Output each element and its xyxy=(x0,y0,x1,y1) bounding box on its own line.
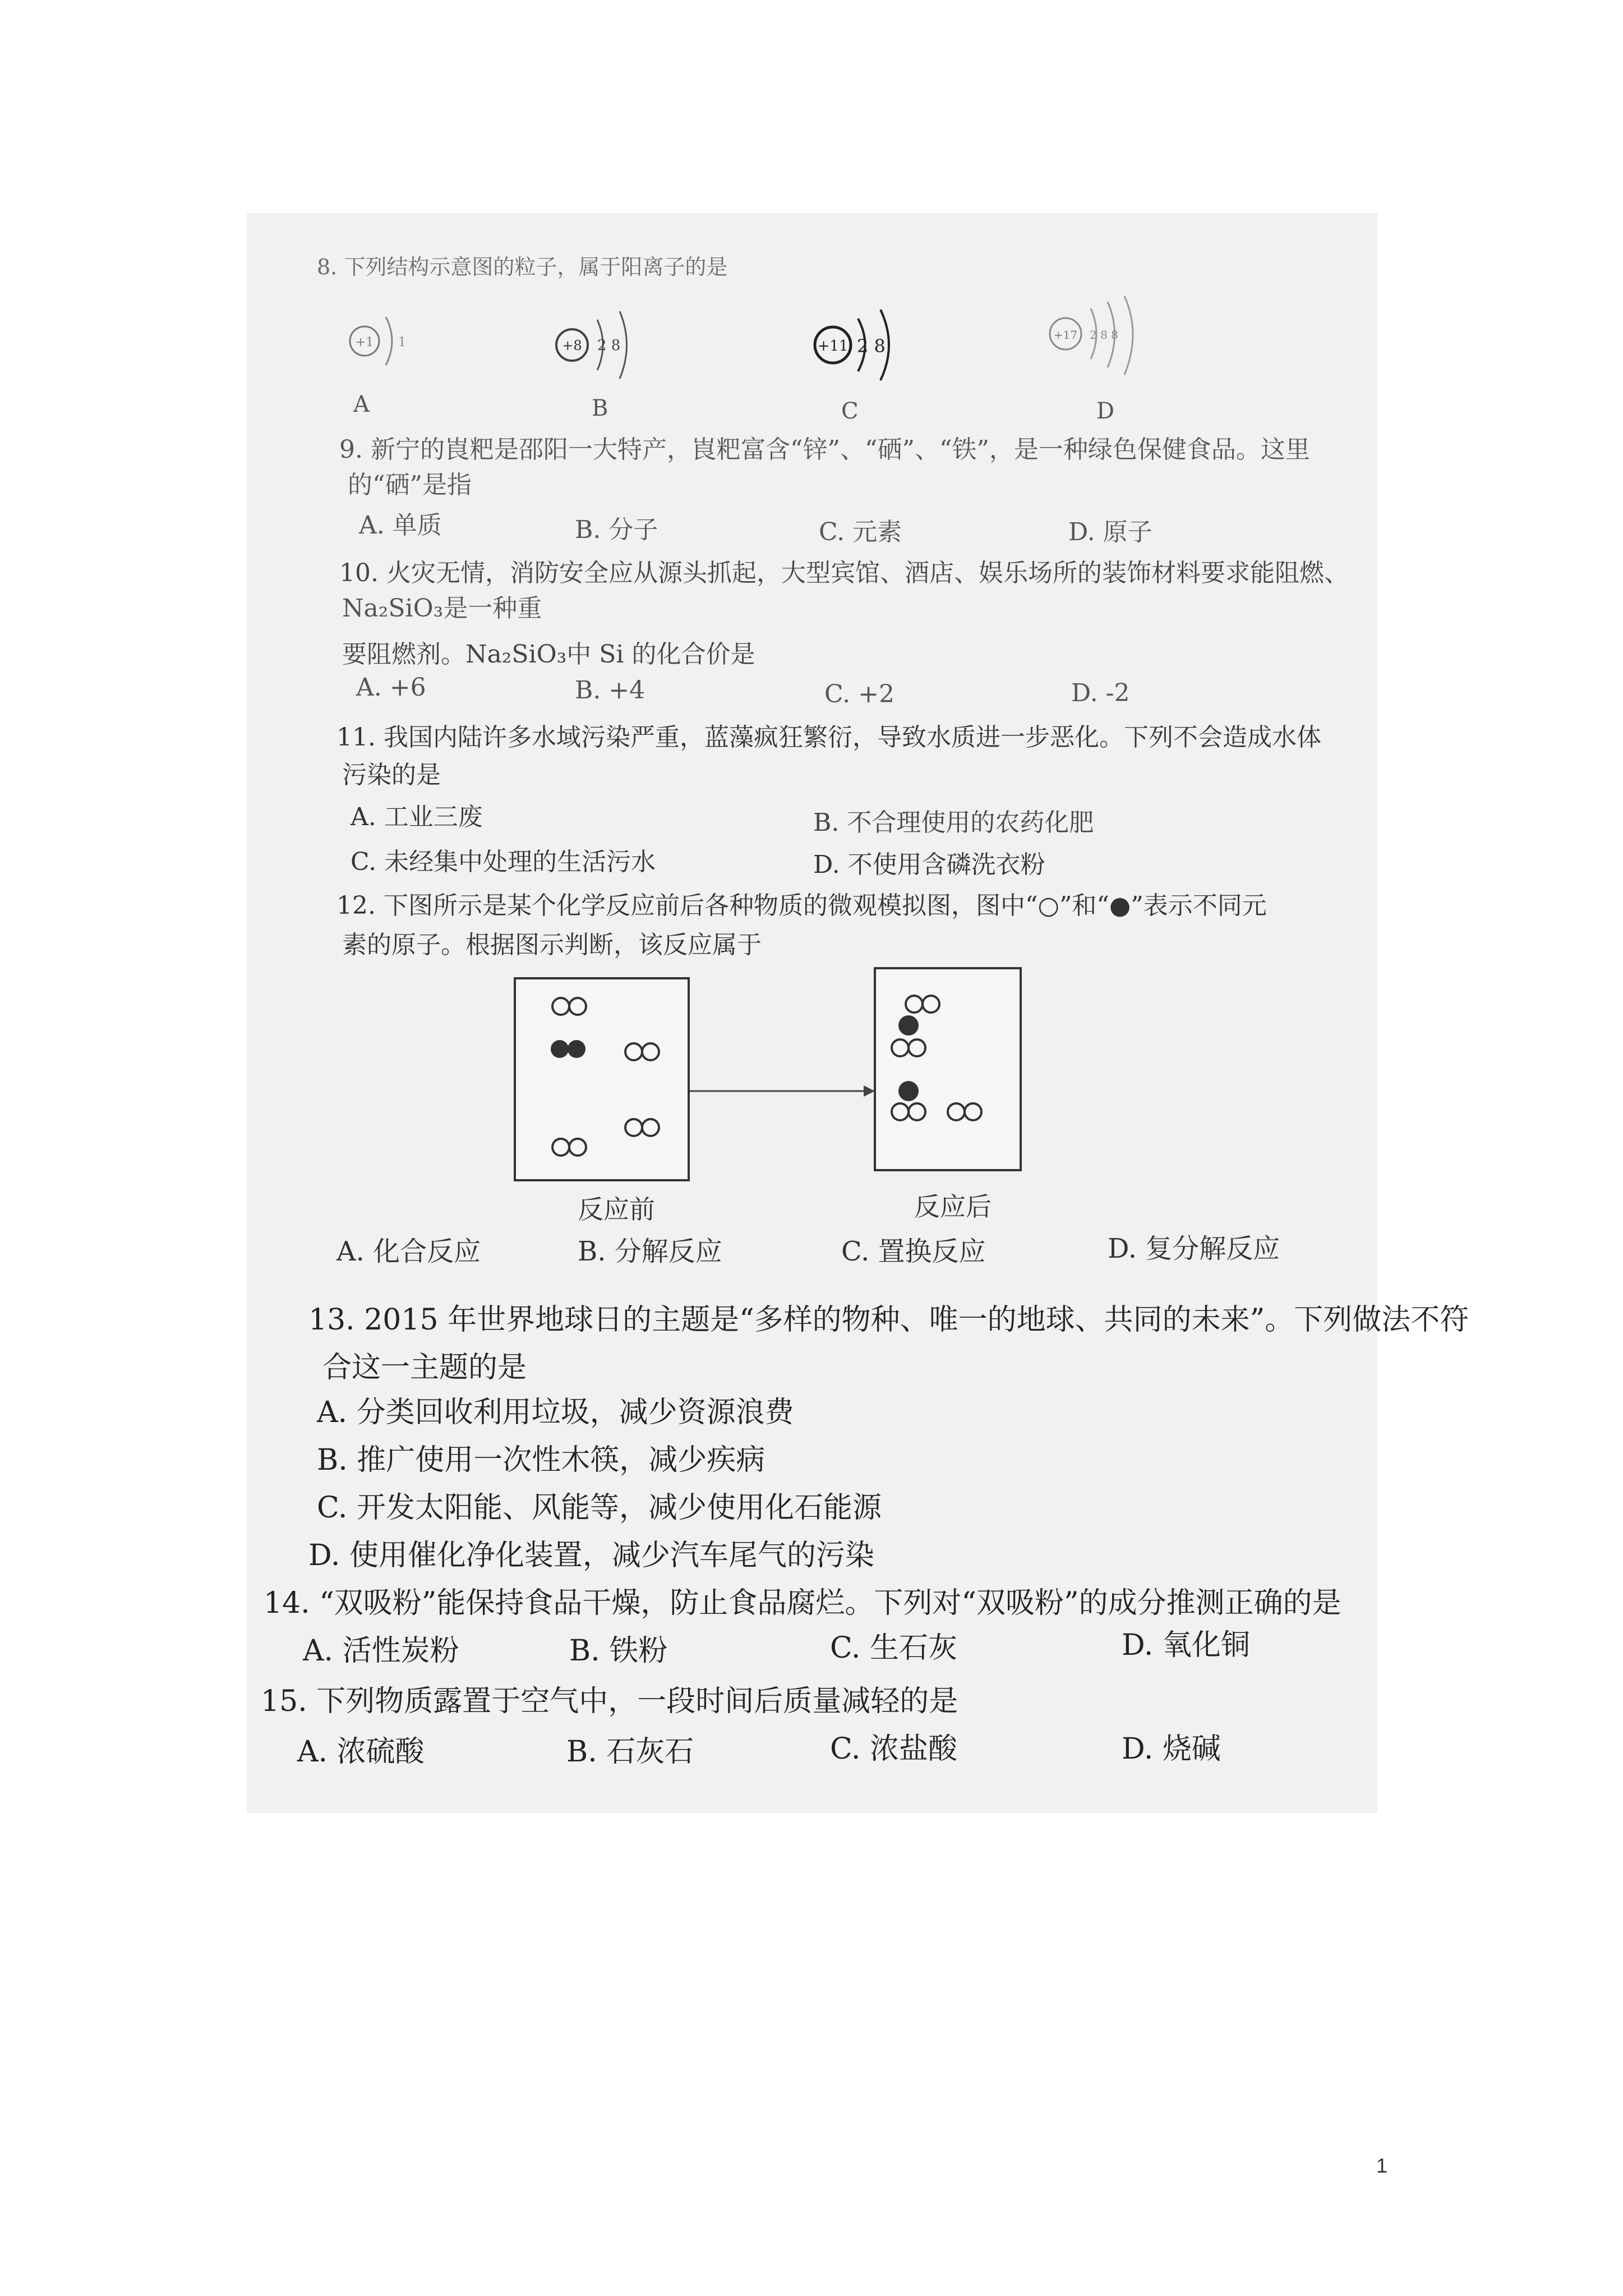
q15-option-d: D. 烧碱 xyxy=(1122,1732,1221,1766)
atom-diagram-d xyxy=(1050,296,1133,375)
q15-option-b: B. 石灰石 xyxy=(566,1735,694,1769)
atom-d-shells: 2 8 8 xyxy=(1090,328,1118,342)
q9-stem-line1: 9. 新宁的崀粑是邵阳一大特产，崀粑富含“锌”、“硒”、“铁”，是一种绿色保健食品。这里 xyxy=(339,435,1310,464)
q11-option-a: A. 工业三废 xyxy=(351,803,483,831)
q11-option-d: D. 不使用含磷洗衣粉 xyxy=(813,850,1045,879)
atom-a-nucleus: +1 xyxy=(355,335,374,349)
q14-option-c: C. 生石灰 xyxy=(830,1631,957,1665)
atom-b-nucleus: +8 xyxy=(562,338,582,353)
q9-option-b: B. 分子 xyxy=(575,516,658,544)
atom-b-shells: 2 8 xyxy=(597,337,621,354)
atom-d-label: D xyxy=(1096,398,1115,424)
q15-option-c: C. 浓盐酸 xyxy=(830,1732,957,1766)
q11-option-b: B. 不合理使用的农药化肥 xyxy=(813,808,1094,837)
q10-option-c: C. +2 xyxy=(824,680,895,708)
q13-option-a: A. 分类回收利用垃圾，减少资源浪费 xyxy=(317,1396,794,1429)
q14-option-d: D. 氧化铜 xyxy=(1122,1628,1250,1662)
q10-stem-line1: 10. 火灾无情，消防安全应从源头抓起，大型宾馆、酒店、娱乐场所的装饰材料要求能阻燃、 xyxy=(339,559,1349,587)
q9-option-d: D. 原子 xyxy=(1068,518,1152,546)
atom-c-label: C xyxy=(841,398,859,424)
atom-a-shells: 1 xyxy=(398,335,406,349)
q13-stem-line2: 合这一主题的是 xyxy=(322,1351,527,1384)
q8-stem: 8. 下列结构示意图的粒子，属于阳离子的是 xyxy=(317,255,728,279)
q12-stem-line2: 素的原子。根据图示判断，该反应属于 xyxy=(342,931,762,959)
q12-option-d: D. 复分解反应 xyxy=(1108,1233,1280,1264)
after-box xyxy=(875,968,1021,1170)
q12-stem-line1: 12. 下图所示是某个化学反应前后各种物质的微观模拟图，图中“○”和“●”表示不同元 xyxy=(336,891,1267,920)
q9-option-a: A. 单质 xyxy=(359,511,442,540)
atom-d-nucleus: +17 xyxy=(1053,328,1078,342)
q15-stem: 15. 下列物质露置于空气中，一段时间后质量减轻的是 xyxy=(261,1685,958,1718)
q12-reaction-diagram xyxy=(505,965,1066,1200)
before-label: 反应前 xyxy=(578,1194,655,1225)
q9-stem-line2: 的“硒”是指 xyxy=(348,471,472,499)
atom-c-shells: 2 8 xyxy=(857,335,886,357)
atom-diagram-c xyxy=(815,310,889,380)
after-label: 反应后 xyxy=(914,1191,992,1222)
q14-option-a: A. 活性炭粉 xyxy=(303,1634,459,1668)
q15-option-a: A. 浓硫酸 xyxy=(297,1735,425,1769)
q9-option-c: C. 元素 xyxy=(819,518,902,546)
atom-diagram-b xyxy=(556,311,627,379)
q12-option-c: C. 置换反应 xyxy=(841,1236,986,1267)
q10-option-a: A. +6 xyxy=(356,673,426,702)
q12-option-b: B. 分解反应 xyxy=(578,1236,722,1267)
q13-option-d: D. 使用催化净化装置，减少汽车尾气的污染 xyxy=(308,1539,874,1572)
q10-option-b: B. +4 xyxy=(575,676,645,705)
q13-stem-line1: 13. 2015 年世界地球日的主题是“多样的物种、唯一的地球、共同的未来”。下列做法不符 xyxy=(308,1303,1469,1337)
q10-option-d: D. -2 xyxy=(1071,679,1130,707)
q14-option-b: B. 铁粉 xyxy=(569,1634,668,1668)
q14-stem: 14. “双吸粉”能保持食品干燥，防止食品腐烂。下列对“双吸粉”的成分推测正确的是 xyxy=(264,1586,1341,1620)
atom-a-label: A xyxy=(353,392,370,417)
q11-stem-line1: 11. 我国内陆许多水域污染严重，蓝藻疯狂繁衍，导致水质进一步恶化。下列不会造成水体 xyxy=(336,723,1321,752)
atom-diagram-a xyxy=(350,317,406,365)
q12-option-a: A. 化合反应 xyxy=(336,1236,481,1267)
page-number: 1 xyxy=(1376,2154,1387,2177)
q11-stem-line2: 污染的是 xyxy=(342,761,441,789)
q13-option-b: B. 推广使用一次性木筷，减少疾病 xyxy=(317,1443,766,1477)
q10-stem-line3: 要阻燃剂。Na₂SiO₃中 Si 的化合价是 xyxy=(342,640,755,669)
q13-option-c: C. 开发太阳能、风能等，减少使用化石能源 xyxy=(317,1491,882,1525)
atom-b-label: B xyxy=(592,395,608,421)
atom-c-nucleus: +11 xyxy=(817,338,849,355)
q11-option-c: C. 未经集中处理的生活污水 xyxy=(351,848,656,876)
q10-stem-line2: Na₂SiO₃是一种重 xyxy=(342,594,542,623)
before-box xyxy=(515,978,689,1180)
q8-atom-diagrams xyxy=(314,292,1211,426)
